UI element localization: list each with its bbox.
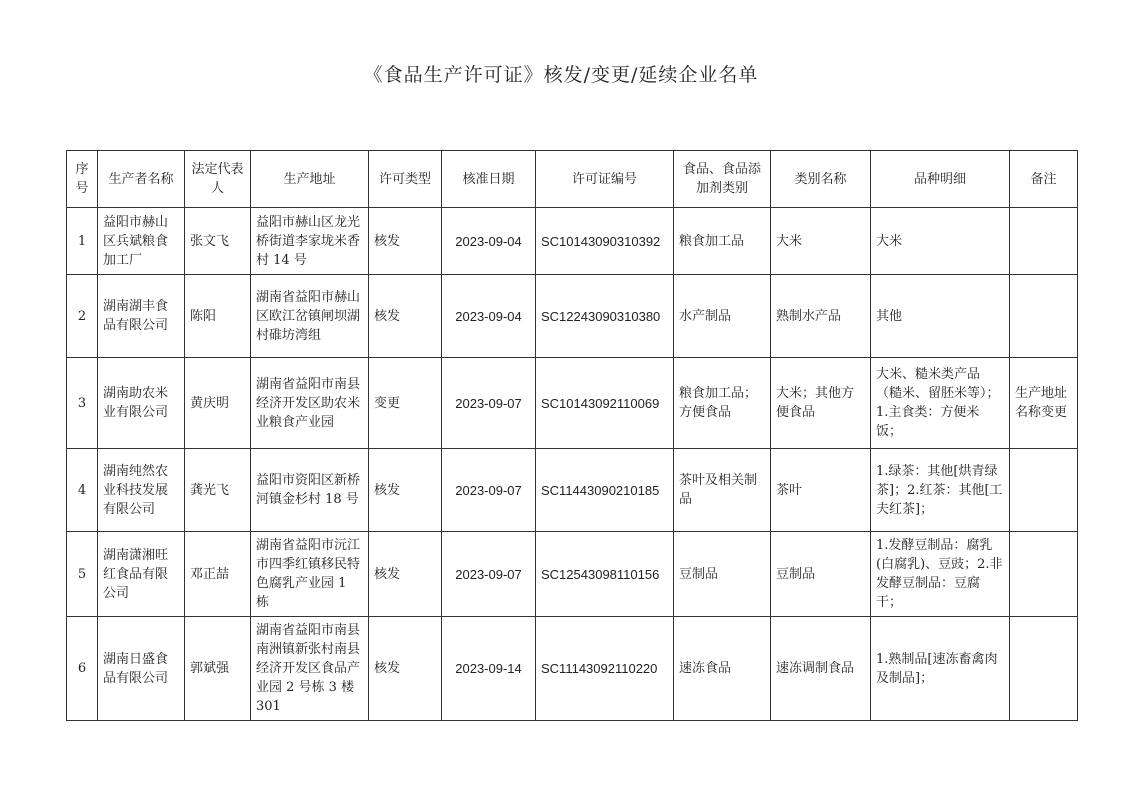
cell-license-no: SC10143092110069: [536, 358, 674, 449]
cell-address: 湖南省益阳市南县经济开发区助农米业粮食产业园: [251, 358, 369, 449]
table-row: [67, 275, 1078, 358]
cell-variety-detail: 大米、糙米类产品（糙米、留胚米等）；1.主食类：方便米饭；: [871, 358, 1010, 449]
cell-approval-date: 2023-09-07: [442, 449, 536, 532]
cell-category-name: 大米；其他方便食品: [771, 358, 871, 449]
cell-license-no: SC10143090310392: [536, 208, 674, 275]
cell-category-name: 大米: [771, 208, 871, 275]
cell-approval-date: 2023-09-07: [442, 358, 536, 449]
cell-approval-date: 2023-09-07: [442, 532, 536, 617]
cell-approval-date: 2023-09-14: [442, 617, 536, 721]
document-title: 《食品生产许可证》核发/变更/延续企业名单: [363, 64, 759, 86]
cell-producer: 湖南助农米业有限公司: [98, 358, 185, 449]
cell-remark: [1010, 208, 1078, 275]
cell-address: 湖南省益阳市赫山区欧江岔镇闸坝湖村碓坊湾组: [251, 275, 369, 358]
cell-food-category: 速冻食品: [674, 617, 771, 721]
header-seq: 序号: [67, 151, 98, 208]
cell-variety-detail: 大米: [871, 208, 1010, 275]
cell-variety-detail: 1.发酵豆制品：腐乳(白腐乳)、豆豉；2.非发酵豆制品：豆腐干；: [871, 532, 1010, 617]
cell-license-type: 核发: [369, 617, 442, 721]
cell-license-type: 核发: [369, 275, 442, 358]
cell-seq: 6: [67, 617, 98, 721]
cell-producer: 湖南日盛食品有限公司: [98, 617, 185, 721]
header-category-name: 类别名称: [771, 151, 871, 208]
cell-category-name: 茶叶: [771, 449, 871, 532]
cell-license-type: 变更: [369, 358, 442, 449]
table-row: [67, 358, 1078, 449]
cell-address: 湖南省益阳市沅江市四季红镇移民特色腐乳产业园 1 栋: [251, 532, 369, 617]
header-producer: 生产者名称: [98, 151, 185, 208]
table-row: [67, 208, 1078, 275]
cell-license-no: SC11143092110220: [536, 617, 674, 721]
cell-food-category: 豆制品: [674, 532, 771, 617]
cell-license-no: SC11443090210185: [536, 449, 674, 532]
header-approval-date: 核准日期: [442, 151, 536, 208]
cell-variety-detail: 其他: [871, 275, 1010, 358]
cell-legal-rep: 黄庆明: [185, 358, 251, 449]
header-row: [67, 151, 1078, 208]
header-food-category: 食品、食品添加剂类别: [674, 151, 771, 208]
cell-remark: [1010, 532, 1078, 617]
header-variety-detail: 品种明细: [871, 151, 1010, 208]
cell-remark: [1010, 449, 1078, 532]
cell-approval-date: 2023-09-04: [442, 208, 536, 275]
cell-variety-detail: 1.熟制品[速冻畜禽肉及制品]；: [871, 617, 1010, 721]
cell-license-type: 核发: [369, 449, 442, 532]
header-remark: 备注: [1010, 151, 1078, 208]
cell-address: 益阳市赫山区龙光桥街道李家垅米香村 14 号: [251, 208, 369, 275]
table-row: [67, 449, 1078, 532]
header-license-no: 许可证编号: [536, 151, 674, 208]
cell-license-no: SC12543098110156: [536, 532, 674, 617]
cell-license-no: SC12243090310380: [536, 275, 674, 358]
cell-remark: [1010, 275, 1078, 358]
cell-seq: 5: [67, 532, 98, 617]
cell-category-name: 速冻调制食品: [771, 617, 871, 721]
cell-category-name: 豆制品: [771, 532, 871, 617]
cell-seq: 3: [67, 358, 98, 449]
cell-remark: 生产地址名称变更: [1010, 358, 1078, 449]
cell-license-type: 核发: [369, 208, 442, 275]
table-row: [67, 532, 1078, 617]
header-address: 生产地址: [251, 151, 369, 208]
cell-food-category: 粮食加工品: [674, 208, 771, 275]
cell-food-category: 茶叶及相关制品: [674, 449, 771, 532]
cell-legal-rep: 邓正喆: [185, 532, 251, 617]
cell-seq: 1: [67, 208, 98, 275]
cell-remark: [1010, 617, 1078, 721]
header-license-type: 许可类型: [369, 151, 442, 208]
cell-food-category: 粮食加工品；方便食品: [674, 358, 771, 449]
cell-producer: 湖南潇湘旺红食品有限公司: [98, 532, 185, 617]
cell-producer: 益阳市赫山区兵斌粮食加工厂: [98, 208, 185, 275]
header-legal-rep: 法定代表人: [185, 151, 251, 208]
cell-seq: 2: [67, 275, 98, 358]
license-list-table: [66, 150, 1078, 721]
cell-legal-rep: 陈阳: [185, 275, 251, 358]
cell-food-category: 水产制品: [674, 275, 771, 358]
cell-license-type: 核发: [369, 532, 442, 617]
cell-seq: 4: [67, 449, 98, 532]
cell-address: 益阳市资阳区新桥河镇金杉村 18 号: [251, 449, 369, 532]
cell-variety-detail: 1.绿茶：其他[烘青绿茶]；2.红茶：其他[工夫红茶]；: [871, 449, 1010, 532]
table-row: [67, 617, 1078, 721]
cell-category-name: 熟制水产品: [771, 275, 871, 358]
cell-approval-date: 2023-09-04: [442, 275, 536, 358]
cell-legal-rep: 龚光飞: [185, 449, 251, 532]
cell-producer: 湖南纯然农业科技发展有限公司: [98, 449, 185, 532]
cell-legal-rep: 张文飞: [185, 208, 251, 275]
cell-address: 湖南省益阳市南县南洲镇新张村南县经济开发区食品产业园 2 号栋 3 楼 301: [251, 617, 369, 721]
cell-producer: 湖南湖丰食品有限公司: [98, 275, 185, 358]
cell-legal-rep: 郭斌强: [185, 617, 251, 721]
